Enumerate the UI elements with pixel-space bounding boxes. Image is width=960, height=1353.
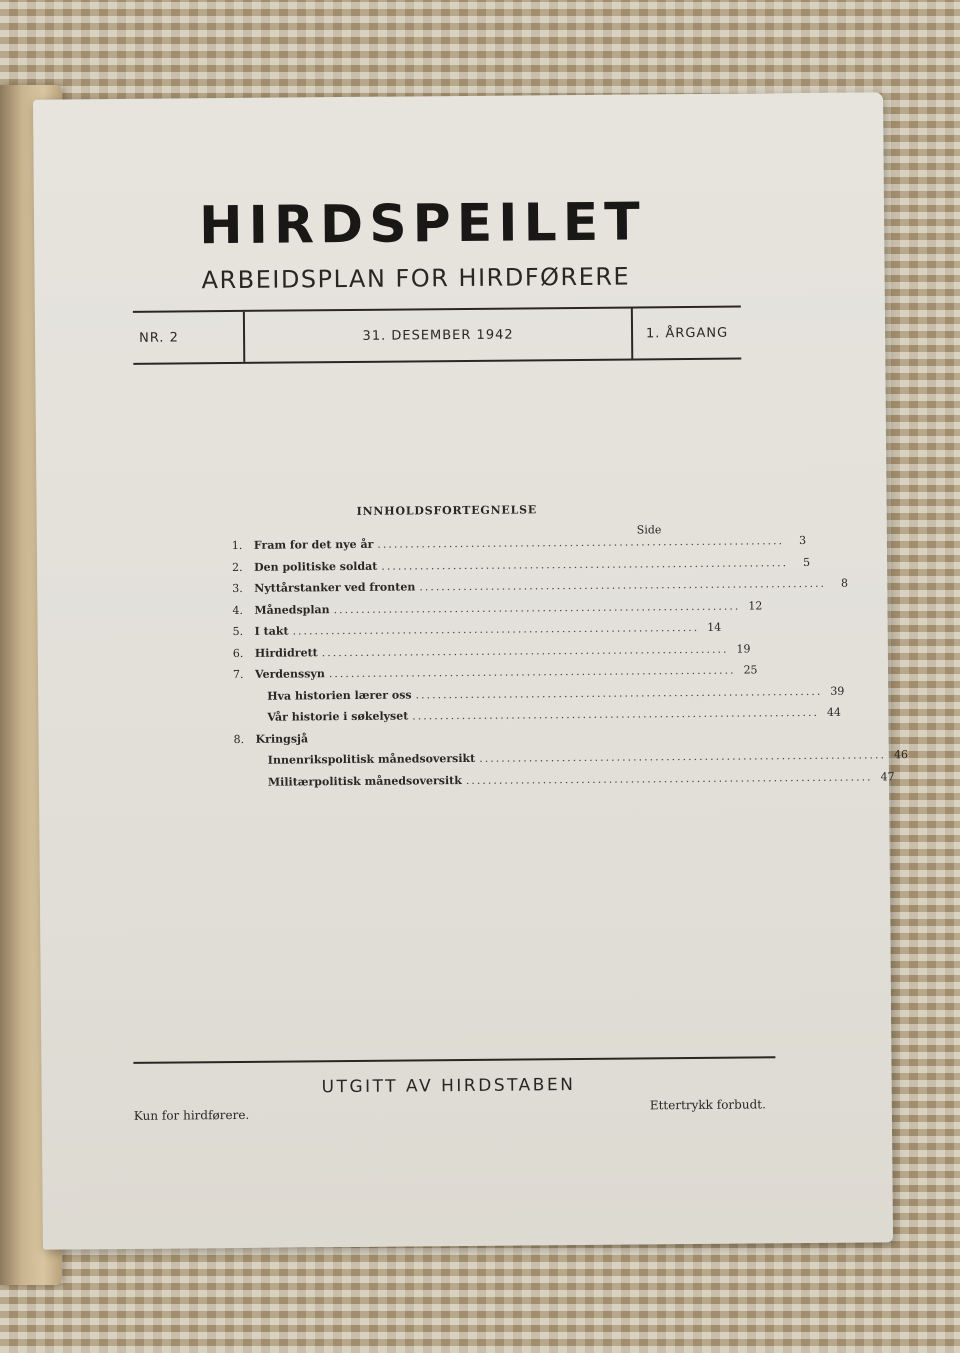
toc-entry-label: Månedsplan (254, 602, 330, 617)
magazine-title: HIRDSPEILET (198, 192, 646, 257)
toc-leader-dots: .......................................................................... (377, 534, 785, 551)
magazine-cover-page (33, 92, 909, 1249)
table-of-contents (231, 534, 909, 797)
issue-number: NR. 2 (133, 312, 245, 363)
toc-entry-page: 5 (803, 555, 811, 569)
toc-leader-dots: .......................................................................... (465, 769, 873, 787)
issue-date: 31. DESEMBER 1942 (245, 309, 633, 362)
toc-entry-page: 8 (840, 576, 849, 590)
toc-entry-label: Nyttårstanker ved fronten (254, 580, 416, 595)
toc-entry-label: I takt (254, 624, 289, 638)
toc-entry-page: 44 (826, 705, 842, 719)
magazine-subtitle: ARBEIDSPLAN FOR HIRDFØRERE (201, 262, 631, 295)
issue-info-bar (133, 306, 741, 365)
toc-leader-dots: .......................................................................... (381, 555, 789, 573)
toc-leader-dots: .......................................................................... (328, 663, 736, 681)
toc-leader-dots: .......................................................................... (479, 748, 887, 765)
toc-heading: INNHOLDSFORTEGNELSE (356, 503, 538, 518)
toc-entry-number: 1. (231, 538, 243, 553)
toc-entry-page: 12 (748, 598, 763, 613)
toc-leader-dots: .......................................................................... (333, 599, 741, 616)
toc-entry-number: 5. (232, 624, 244, 639)
toc-entry-page: 19 (736, 641, 751, 656)
publisher-line: UTGITT AV HIRDSTABEN (321, 1075, 576, 1098)
toc-entry-label: Kringsjå (255, 731, 309, 746)
toc-entry-label: Innenrikspolitisk månedsoversikt (267, 751, 476, 767)
toc-entry-label: Hva historien lærer oss (267, 687, 412, 703)
toc-entry-label: Verdenssyn (254, 667, 325, 681)
toc-leader-dots: .......................................................................... (321, 642, 729, 659)
toc-leader-dots: .......................................................................... (412, 705, 820, 723)
toc-entry-number: 7. (232, 667, 244, 682)
restriction-note: Kun for hirdførere. (133, 1107, 250, 1123)
toc-entry-page: 47 (880, 769, 895, 783)
toc-entry-number: 6. (232, 646, 244, 660)
toc-entry-number: 8. (233, 732, 245, 746)
toc-leader-dots: .......................................................................... (419, 576, 827, 594)
toc-leader-dots: .......................................................................... (292, 620, 700, 638)
copyright-note: Ettertrykk forbudt. (649, 1097, 766, 1113)
toc-leader-dots: .......................................................................... (415, 684, 823, 701)
toc-entry-page: 3 (799, 534, 807, 548)
toc-entry-page: 39 (830, 684, 845, 698)
toc-entry-number: 3. (232, 581, 243, 596)
toc-subentry (234, 769, 895, 797)
toc-entry-page: 46 (893, 748, 909, 762)
toc-entry-page: 14 (707, 620, 722, 634)
toc-entry-label: Den politiske soldat (254, 559, 378, 574)
toc-page-column-label: Side (636, 523, 662, 537)
toc-entry-number: 4. (232, 603, 244, 617)
issue-volume: 1. ÅRGANG (645, 325, 729, 341)
toc-entry-label: Hirdidrett (254, 645, 318, 660)
footer-divider (133, 1056, 775, 1064)
toc-entry-label: Vår historie i søkelyset (267, 709, 409, 724)
toc-entry-number: 2. (232, 560, 243, 574)
toc-entry-label: Militærpolitisk månedsoversitk (267, 773, 462, 789)
toc-entry-page: 25 (743, 663, 758, 677)
toc-entry-label: Fram for det nye år (253, 537, 374, 552)
